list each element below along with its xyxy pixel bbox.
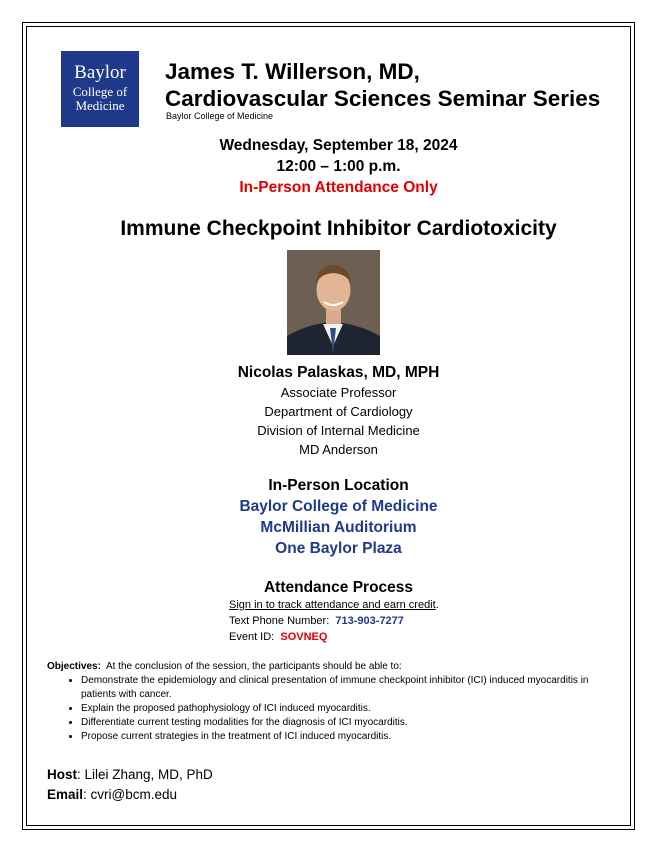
sign-in-suffix: . xyxy=(435,599,439,611)
objective-item: • Demonstrate the epidemiology and clinical presentation of immune checkpoint inhibitor (ICI) induced myocarditis in patients with cancer. xyxy=(81,674,607,702)
organization-name: Baylor College of Medicine xyxy=(166,111,274,121)
logo-line-2: College of xyxy=(72,83,128,99)
phone-label: Text Phone Number: xyxy=(229,615,330,627)
email-address[interactable]: : cvri@bcm.edu xyxy=(83,787,178,802)
host-label: Host xyxy=(47,767,77,782)
event-id-label: Event ID: xyxy=(229,631,275,643)
objective-item: • Explain the proposed pathophysiology of ICI induced myocarditis. xyxy=(81,702,607,716)
location-heading: In-Person Location xyxy=(268,477,409,494)
location-line-1: Baylor College of Medicine xyxy=(239,498,438,515)
speaker-institution: MD Anderson xyxy=(299,442,378,457)
objectives-section xyxy=(47,660,607,744)
speaker-title: Associate Professor xyxy=(280,385,397,400)
event-time: 12:00 – 1:00 p.m. xyxy=(276,158,401,175)
location-line-3: One Baylor Plaza xyxy=(275,540,402,557)
event-date: Wednesday, September 18, 2024 xyxy=(219,137,458,154)
logo-line-1: Baylor xyxy=(74,62,126,83)
objectives-label: Objectives: xyxy=(47,661,101,672)
objective-item: • Propose current strategies in the treatment of ICI induced myocarditis. xyxy=(81,730,607,744)
objectives-intro-line xyxy=(47,660,607,674)
objective-item: • Differentiate current testing modalities for the diagnosis of ICI myocarditis. xyxy=(81,716,607,730)
baylor-logo xyxy=(61,51,139,127)
speaker-department: Department of Cardiology xyxy=(264,404,413,419)
email-line xyxy=(47,787,177,802)
host-line xyxy=(47,767,213,782)
email-label: Email xyxy=(47,787,84,802)
host-name: : Lilei Zhang, MD, PhD xyxy=(77,767,213,782)
phone-number[interactable]: 713-903-7277 xyxy=(335,615,404,627)
event-id-value: SOVNEQ xyxy=(280,631,328,643)
event-id-line xyxy=(229,631,327,643)
attendance-process-heading: Attendance Process xyxy=(263,579,414,596)
location-line-2: McMillian Auditorium xyxy=(260,519,417,536)
talk-title: Immune Checkpoint Inhibitor Cardiotoxicity xyxy=(120,217,557,240)
series-title-line-2: Cardiovascular Sciences Seminar Series xyxy=(165,86,601,111)
objectives-intro: At the conclusion of the session, the participants should be able to: xyxy=(105,661,402,672)
logo-line-3: Medicine xyxy=(75,97,125,113)
sign-in-line xyxy=(229,599,439,611)
speaker-photo xyxy=(287,250,380,355)
series-title-line-1: James T. Willerson, MD, xyxy=(165,59,420,84)
phone-line xyxy=(229,615,404,627)
sign-in-link[interactable]: Sign in to track attendance and earn credit xyxy=(229,599,436,611)
speaker-name: Nicolas Palaskas, MD, MPH xyxy=(237,364,440,381)
seminar-series-title xyxy=(165,58,600,112)
objectives-list xyxy=(47,674,607,744)
speaker-division: Division of Internal Medicine xyxy=(257,423,420,438)
attendance-notice: In-Person Attendance Only xyxy=(239,179,438,196)
